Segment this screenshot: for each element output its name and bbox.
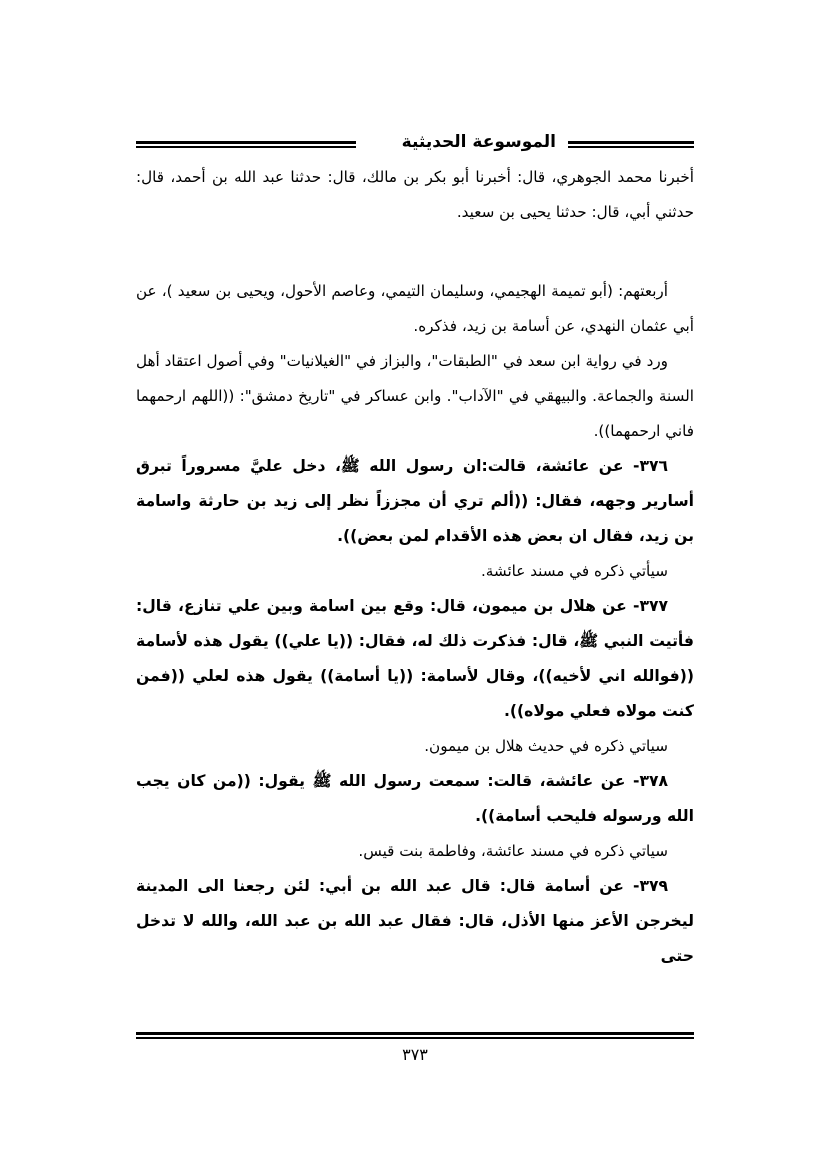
page-number: ٣٧٣ <box>402 1045 428 1064</box>
paragraph-summary: أربعتهم: (أبو تميمة الهجيمي، وسليمان التيمي، وعاصم الأحول، ويحيى بن سعيد )، عن أبي عثمان النهدي، عن أسامة بن زيد، فذكره. <box>136 282 694 335</box>
header-rule-left <box>136 141 356 149</box>
hadith-377: ٣٧٧- عن هلال بن ميمون، قال: وقع بين اسامة وبين علي تنازع، قال: فأتيت النبي ﷺ، قال: فذكرت ذلك له، فقال: ((يا علي)) يقول هذه لأسامة ((فوالله اني لأخيه))، وقال لأسامة: ((يا أسامة)) يقول هذه لعلي ((فمن كنت مولاه فعلي مولاه)). <box>136 597 694 720</box>
book-page <box>136 118 694 1064</box>
header-rule-right <box>568 141 694 149</box>
paragraph-variant-note: ورد في رواية ابن سعد في "الطبقات"، والبزاز في "الغيلانيات" وفي أصول اعتقاد أهل السنة والجماعة. والبيهقي في "الآداب". وابن عساكر في "تاريخ دمشق": ((اللهم ارحمهما فاني ارحمهما)). <box>136 352 694 440</box>
hadith-379: ٣٧٩- عن أسامة قال: قال عبد الله بن أبي: لئن رجعنا الى المدينة ليخرجن الأعز منها الأذل، قال: فقال عبد الله بن عبد الله، والله لا تدخل حتى <box>136 877 694 965</box>
paragraph-gap <box>136 230 694 274</box>
hadith-376: ٣٧٦- عن عائشة، قالت:ان رسول الله ﷺ، دخل عليَّ مسروراً تبرق أسارير وجهه، فقال: ((ألم تري أن مجززاً نظر إلى زيد بن حارثة واسامة بن زيد، فقال ان بعض هذه الأقدام لمن بعض)). <box>136 457 694 545</box>
hadith-378: ٣٧٨- عن عائشة، قالت: سمعت رسول الله ﷺ يقول: ((من كان يجب الله ورسوله فليحب أسامة)). <box>136 772 694 825</box>
footer-rule <box>136 1032 694 1040</box>
cross-reference-378: سياتي ذكره في مسند عائشة، وفاطمة بنت قيس. <box>358 842 668 860</box>
page-content <box>136 160 694 974</box>
cross-reference-377: سياتي ذكره في حديث هلال بن ميمون. <box>424 737 668 755</box>
header-title: الموسوعة الحديثية <box>401 132 556 152</box>
paragraph-isnad: أخبرنا محمد الجوهري، قال: أخبرنا أبو بكر بن مالك، قال: حدثنا عبد الله بن أحمد، قال: حدثني أبي، قال: حدثنا يحيى بن سعيد. <box>136 168 694 221</box>
running-header <box>136 128 694 158</box>
cross-reference-376: سيأتي ذكره في مسند عائشة. <box>480 562 668 580</box>
